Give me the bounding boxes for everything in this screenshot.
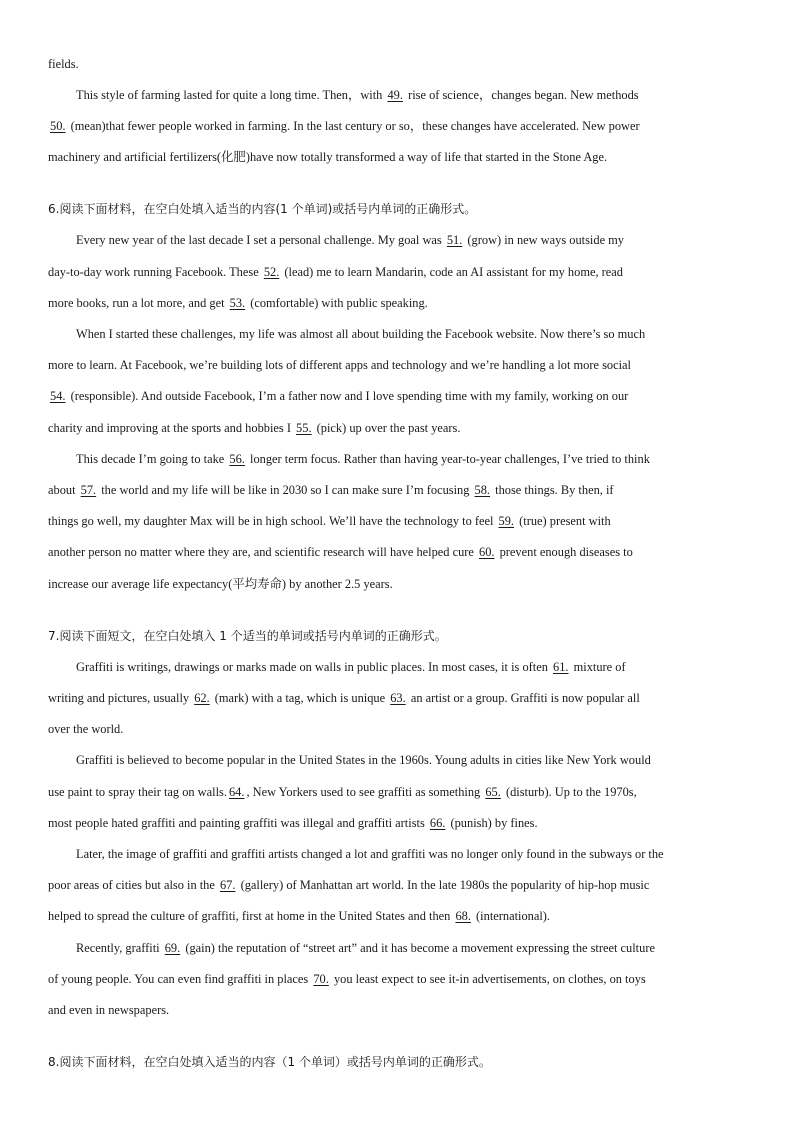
text-line [48,295,428,311]
text-line [76,87,639,103]
text-line [76,451,650,467]
text-line [48,576,393,592]
text-line [48,420,460,436]
text-run: (responsible). And outside Facebook, I’m a father now and I love spending time with my family, working on our [67,389,629,403]
text-run: fields. [48,57,79,71]
text-line [48,784,637,800]
text-run: over the world. [48,722,124,736]
text-run: mixture of [570,660,626,674]
answer-blank: 60. [479,545,495,559]
text-run: Graffiti is believed to become popular in the United States in the 1960s. Young adults in cities like New York would [76,753,651,767]
answer-blank: 63. [390,691,406,705]
text-line [48,388,628,404]
answer-blank: 70. [313,972,329,986]
text-run: Recently, graffiti [76,941,163,955]
answer-blank: 62. [194,691,210,705]
text-run: machinery and artificial fertilizers(化肥)have now totally transformed a way of life that started in the Stone Age. [48,150,608,164]
text-run: the world and my life will be like in 2030 so I can make sure I’m focusing [98,483,473,497]
answer-blank: 59. [498,514,515,528]
text-run: 7.阅读下面短文，在空白处填入 1 个适当的单词或括号内单词的正确形式。 [48,629,447,643]
text-line [48,1002,169,1018]
text-line [48,264,623,280]
text-line [76,846,664,862]
text-line [48,482,614,498]
text-line [48,877,649,893]
text-run: longer term focus. Rather than having year-to-year challenges, I’ve tried to think [246,452,650,466]
answer-blank: 67. [219,878,236,892]
text-run: day-to-day work running Facebook. These [48,265,262,279]
answer-blank: 55. [296,421,312,435]
text-line [48,149,607,165]
text-run: (lead) me to learn Mandarin, code an AI assistant for my home, read [281,265,623,279]
answer-blank: 52. [263,265,280,279]
text-run: 8.阅读下面材料，在空白处填入适当的内容（1 个单词）或括号内单词的正确形式。 [48,1055,491,1069]
answer-blank: 49. [387,88,403,102]
text-run: This decade I’m going to take [76,452,228,466]
text-run: about [48,483,79,497]
text-run: , New Yorkers used to see graffiti as something [246,785,484,799]
answer-blank: 64. [228,785,245,799]
text-line [48,513,611,529]
text-run: of young people. You can even find graffiti in places [48,972,312,986]
text-line [48,971,646,987]
answer-blank: 56. [229,452,245,466]
text-run: (pick) up over the past years. [313,421,461,435]
text-line [48,690,640,706]
text-run: more books, run a lot more, and get [48,296,228,310]
text-run: Graffiti is writings, drawings or marks made on walls in public places. In most cases, it is often [76,660,552,674]
text-run: prevent enough diseases to [496,545,633,559]
answer-blank: 57. [80,483,97,497]
text-run: you least expect to see it-in advertisements, on clothes, on toys [330,972,646,986]
text-run: charity and improving at the sports and hobbies I [48,421,295,435]
text-line [48,815,538,831]
answer-blank: 69. [164,941,181,955]
text-run: and even in newspapers. [48,1003,170,1017]
answer-blank: 58. [474,483,491,497]
text-line [76,326,645,342]
answer-blank: 68. [455,909,471,923]
text-run: writing and pictures, usually [48,691,193,705]
text-run: (gain) the reputation of “street art” and it has become a movement expressing the street culture [182,941,655,955]
answer-blank: 53. [229,296,246,310]
text-run: (comfortable) with public speaking. [247,296,428,310]
answer-blank: 54. [50,389,66,403]
text-run: (disturb). Up to the 1970s, [502,785,637,799]
text-run: an artist or a group. Graffiti is now popular all [407,691,640,705]
answer-blank: 51. [446,233,463,247]
text-line [48,544,633,560]
text-run: This style of farming lasted for quite a long time. Then，with [76,88,386,102]
text-run: use paint to spray their tag on walls. [48,785,227,799]
text-run: (grow) in new ways outside my [464,233,625,247]
text-run: (mark) with a tag, which is unique [211,691,389,705]
text-run: (true) present with [516,514,611,528]
text-run: (international). [472,909,551,923]
text-line [48,357,631,373]
text-line [76,940,655,956]
text-line [76,752,651,768]
answer-blank: 66. [429,816,446,830]
section-heading [48,628,447,644]
text-run: (punish) by fines. [447,816,538,830]
text-line [48,118,640,134]
text-line [76,659,626,675]
text-run: more to learn. At Facebook, we’re building lots of different apps and technology and we’re handling a lot more social [48,358,631,372]
text-run: increase our average life expectancy(平均寿命) by another 2.5 years. [48,577,393,591]
answer-blank: 65. [485,785,501,799]
text-run: Every new year of the last decade I set a personal challenge. My goal was [76,233,445,247]
text-run: most people hated graffiti and painting graffiti was illegal and graffiti artists [48,816,428,830]
text-run: another person no matter where they are, and scientific research will have helped cure [48,545,478,559]
text-run: (mean)that fewer people worked in farming. In the last century or so，these changes have accelerated. New power [67,119,640,133]
text-run: (gallery) of Manhattan art world. In the late 1980s the popularity of hip-hop music [237,878,650,892]
text-run: rise of science，changes began. New methods [404,88,639,102]
text-run: helped to spread the culture of graffiti, first at home in the United States and then [48,909,454,923]
section-heading [48,201,476,217]
text-run: When I started these challenges, my life was almost all about building the Facebook website. Now there’s so much [76,327,646,341]
text-run: things go well, my daughter Max will be in high school. We’ll have the technology to feel [48,514,497,528]
text-run: those things. By then, if [492,483,614,497]
text-run: poor areas of cities but also in the [48,878,218,892]
answer-blank: 50. [50,119,66,133]
text-line [48,721,123,737]
section-heading [48,1054,491,1070]
text-line [48,908,550,924]
answer-blank: 61. [553,660,569,674]
text-line [76,232,624,248]
text-run: 6.阅读下面材料，在空白处填入适当的内容(1 个单词)或括号内单词的正确形式。 [48,202,477,216]
text-run: Later, the image of graffiti and graffiti artists changed a lot and graffiti was no longer only found in the subways or the [76,847,664,861]
text-line [48,56,79,72]
